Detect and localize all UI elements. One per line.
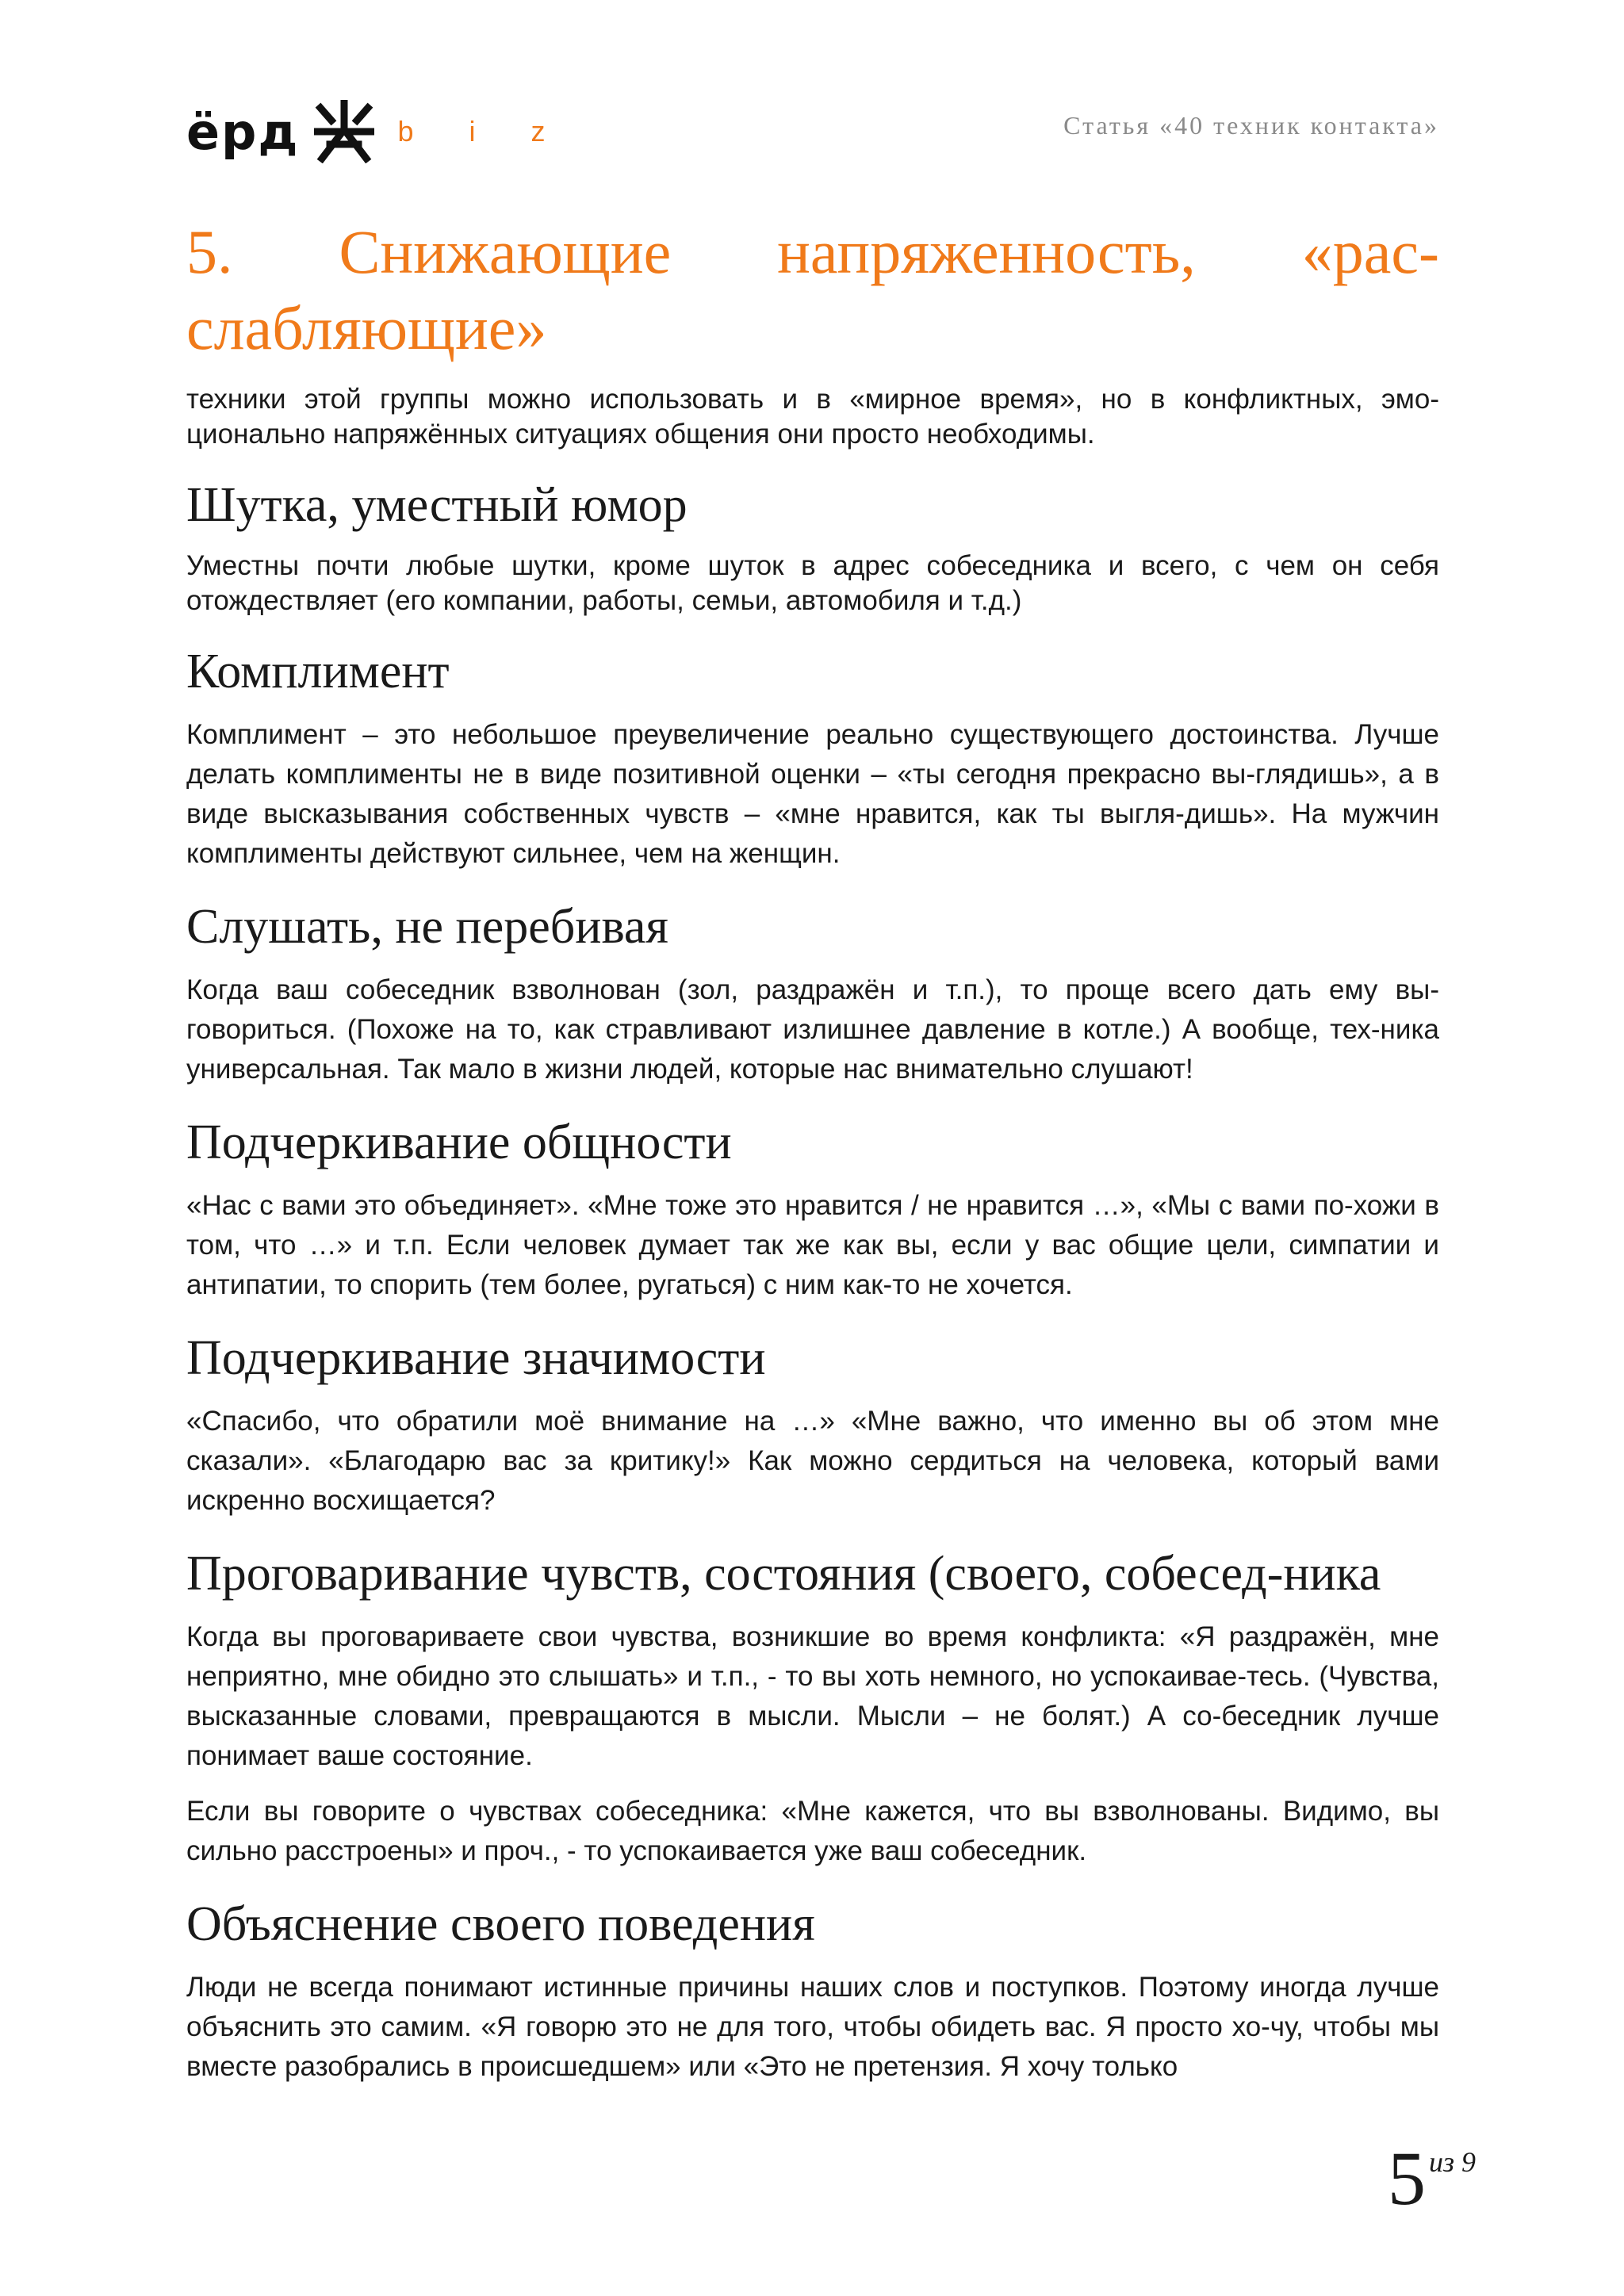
article-title: Статья «40 техник контакта» (1063, 111, 1439, 140)
section-title: 5. Снижающие напряженность, «рас-слабляющие» (186, 217, 1439, 362)
technique-paragraph: «Нас с вами это объединяет». «Мне тоже это нравится / не нравится …», «Мы с вами по-хожи в том, что …» и т.п. Если человек думает так же как вы, если у вас общие цели, симпатии и антипатии, то спорить (тем более, ругаться) с ним как-то не хочется. (186, 1190, 1439, 1300)
technique-significance (186, 1330, 1439, 1521)
logo (186, 94, 569, 170)
page-number (1388, 2136, 1477, 2221)
technique-heading: Проговаривание чувств, состояния (своего, собесед-ника (186, 1547, 1381, 1601)
technique-paragraph: Если вы говорите о чувствах собеседника: «Мне кажется, что вы взволнованы. Видимо, вы сильно расстроены» и проч., - то успокаивается уже ваш собеседник. (186, 1796, 1439, 1866)
technique-commonality (186, 1115, 1439, 1305)
technique-joke (186, 477, 1439, 618)
logo-glyph-icon (314, 100, 374, 163)
technique-paragraph: Уместны почти любые шутки, кроме шуток в адрес собеседника и всего, с чем он себя отождествляет (его компании, работы, семьи, автомобиля и т.д.) (186, 550, 1439, 616)
page-current: 5 (1388, 2136, 1426, 2221)
page-content (186, 214, 1439, 2103)
technique-heading: Подчеркивание значимости (186, 1331, 766, 1385)
technique-paragraph: Люди не всегда понимают истинные причины наших слов и поступков. Поэтому иногда лучше объяснить это самим. «Я говорю это не для того, чтобы обидеть вас. Я просто хо-чу, чтобы мы вместе разобрались в происшедшем» или «Это не претензия. Я хочу только (186, 1972, 1439, 2082)
technique-paragraph: Когда ваш собеседник взволнован (зол, раздражён и т.п.), то проще всего дать ему вы-говориться. (Похоже на то, как стравливают излишнее давление в котле.) А вообще, тех-ника универсальная. Так мало в жизни людей, которые нас внимательно слушают! (186, 974, 1439, 1085)
technique-listen (186, 899, 1439, 1089)
technique-paragraph: «Спасибо, что обратили моё внимание на …» «Мне важно, что именно вы об этом мне сказали». «Благодарю вас за критику!» Как можно сердиться на человека, который вами искренно восхищается? (186, 1406, 1439, 1516)
technique-paragraph: Комплимент – это небольшое преувеличение реально существующего достоинства. Лучше делать комплименты не в виде позитивной оценки – «ты сегодня прекрасно вы-глядишь», а в виде высказывания собственных чувств – «мне нравится, как ты выгля-дишь». На мужчин комплименты действуют сильнее, чем на женщин. (186, 719, 1439, 869)
logo-text: ёрд (186, 102, 300, 161)
technique-heading: Подчеркивание общности (186, 1115, 732, 1169)
technique-heading: Слушать, не перебивая (186, 900, 668, 954)
section-intro: техники этой группы можно использовать и в «мирное время», но в конфликтных, эмо-ционально напряжённых ситуациях общения они просто необходимы. (186, 384, 1439, 450)
page-total: из 9 (1429, 2146, 1477, 2178)
technique-heading: Объяснение своего поведения (186, 1897, 815, 1951)
technique-heading: Комплимент (186, 645, 450, 698)
technique-heading: Шутка, уместный юмор (186, 478, 688, 532)
page-header (186, 94, 1439, 173)
technique-feelings (186, 1546, 1439, 1871)
technique-paragraph: Когда вы проговариваете свои чувства, возникшие во время конфликта: «Я раздражён, мне неприятно, мне обидно это слышать» и т.п., - то вы хоть немного, но успокаивае-тесь. (Чувства, высказанные словами, превращаются в мысли. Мысли – не болят.) А со-беседник лучше понимает ваше состояние. (186, 1621, 1439, 1771)
technique-explanation (186, 1896, 1439, 2087)
technique-compliment (186, 644, 1439, 874)
logo-suffix: b i z (397, 115, 569, 147)
